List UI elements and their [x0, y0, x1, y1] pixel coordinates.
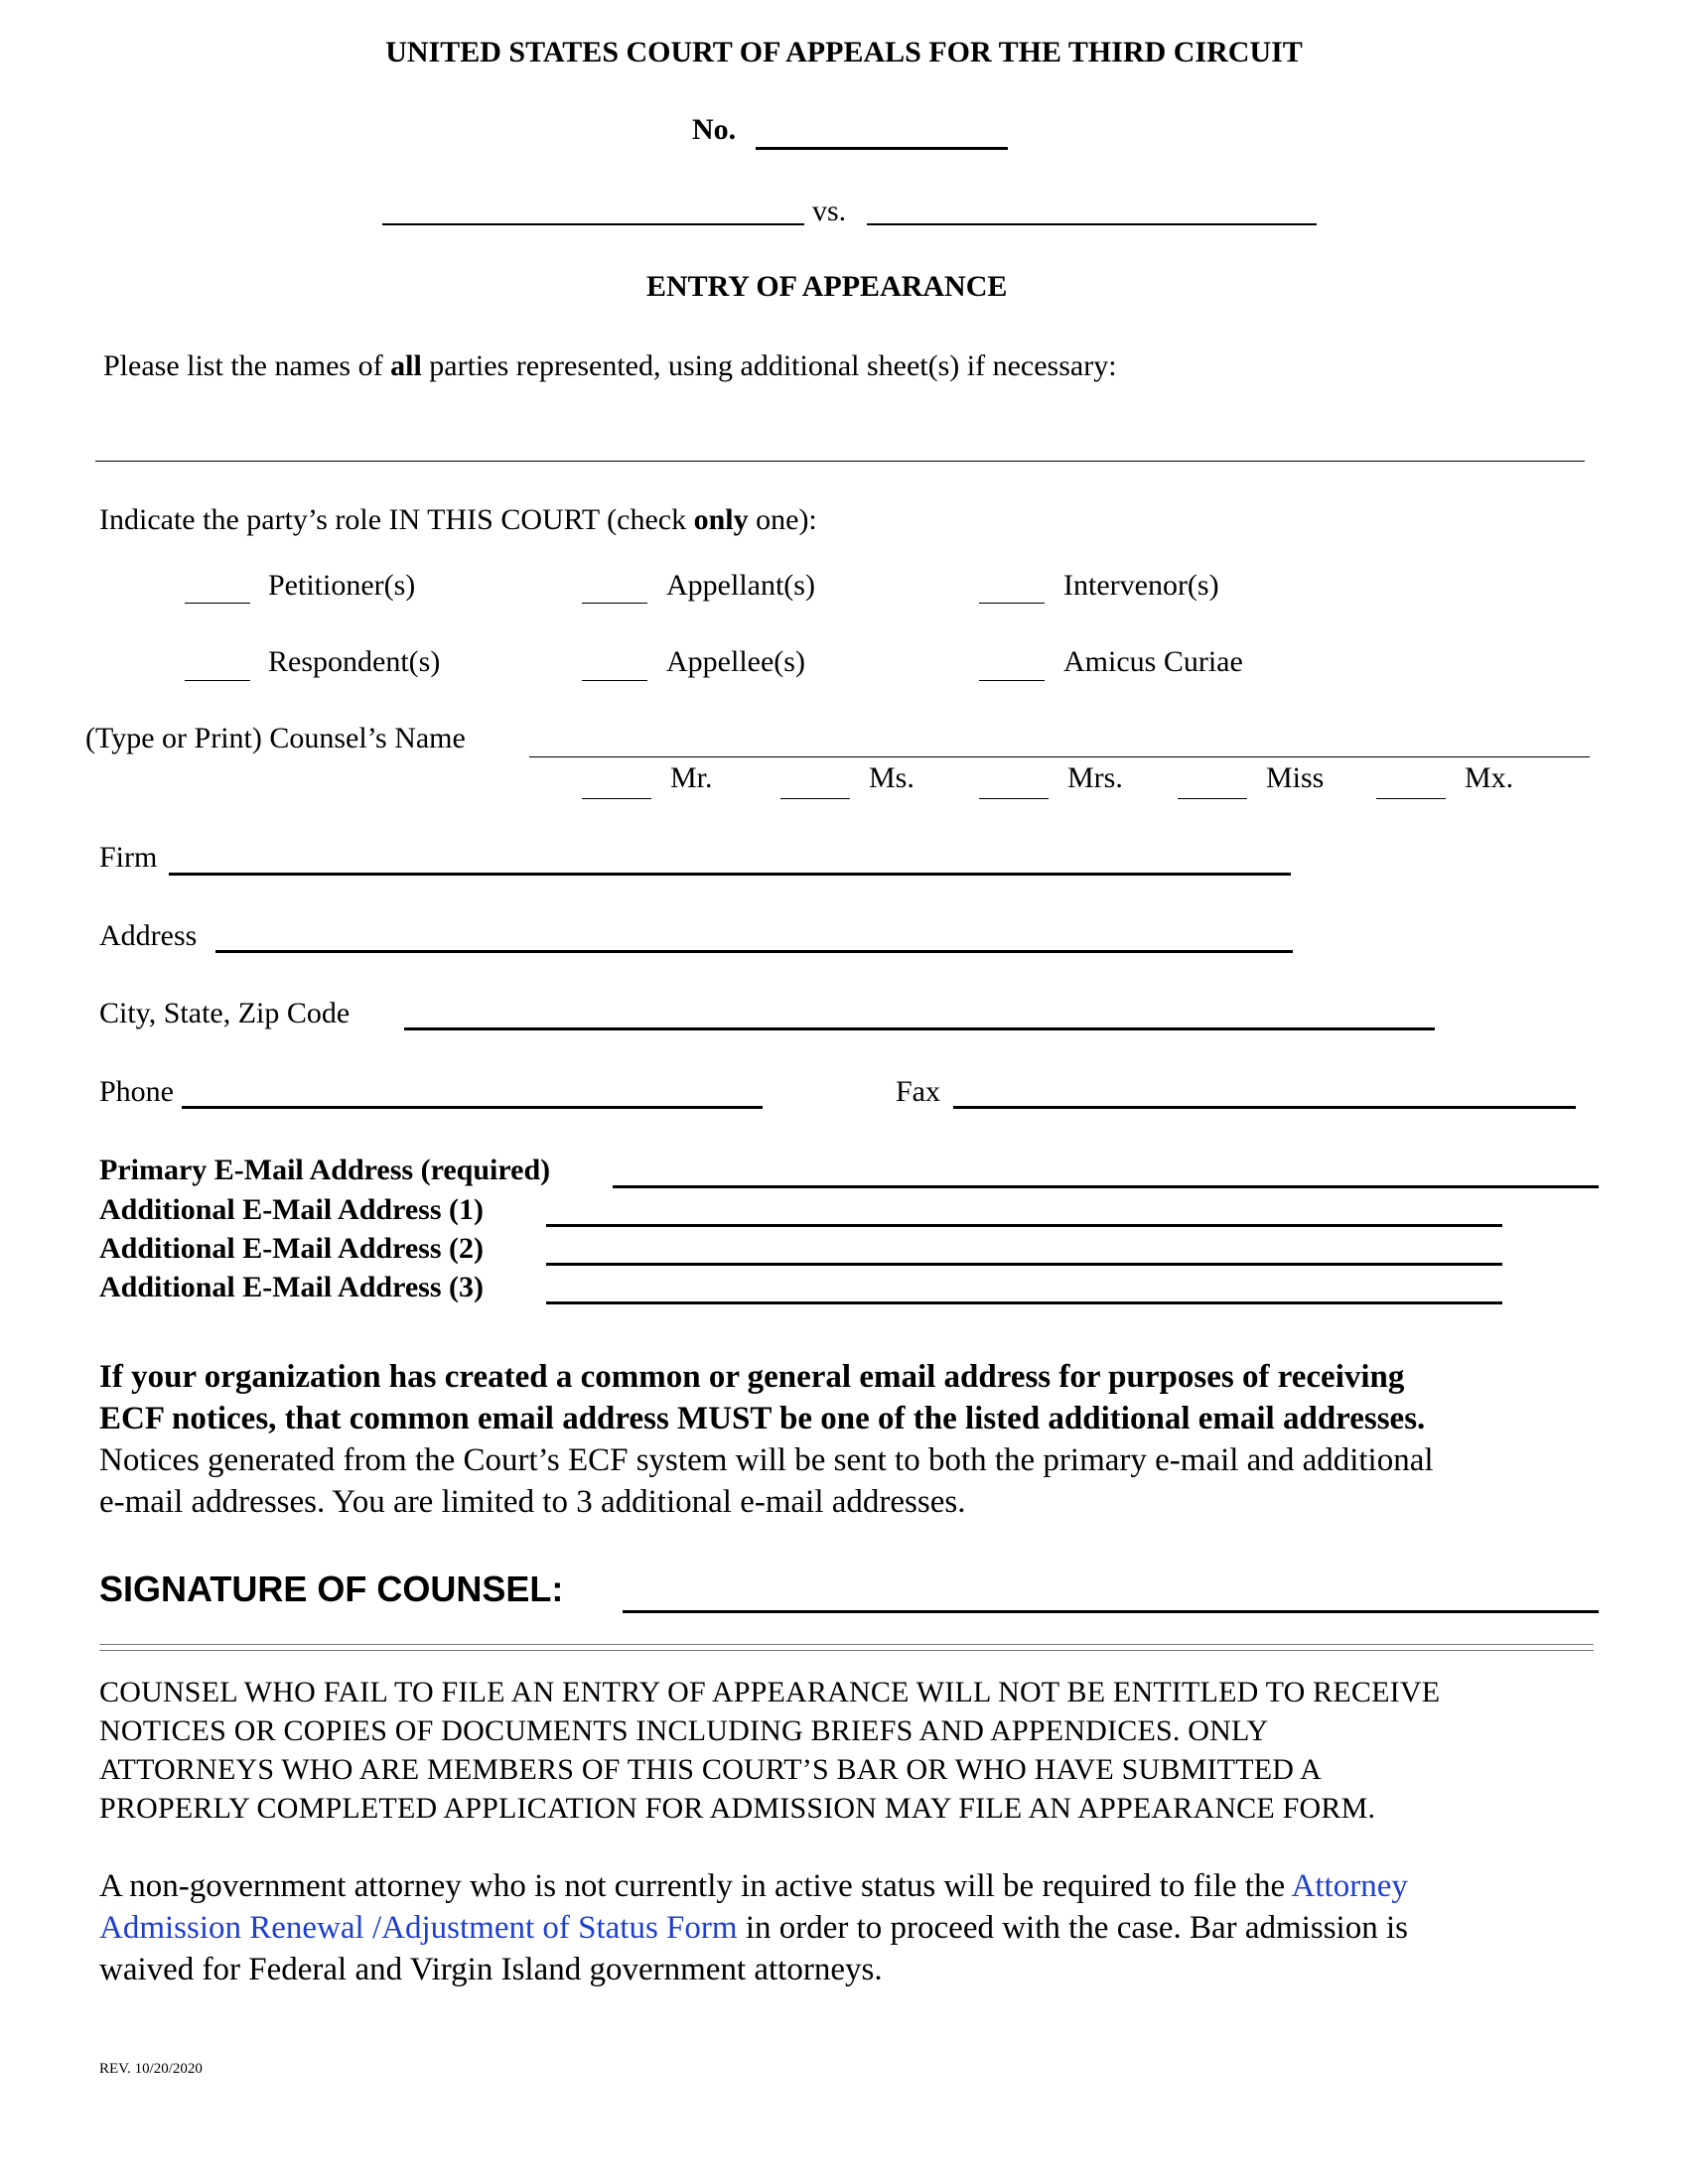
ecf-notice-paragraph: [99, 1356, 1589, 1523]
additional-email-2-field[interactable]: [546, 1263, 1502, 1266]
warning-line: ATTORNEYS WHO ARE MEMBERS OF THIS COURT’S BAR OR WHO HAVE SUBMITTED A: [99, 1753, 1323, 1786]
title-mrs-checkbox[interactable]: [979, 798, 1049, 799]
additional-email-1-field[interactable]: [546, 1224, 1502, 1227]
warning-line: PROPERLY COMPLETED APPLICATION FOR ADMISSION MAY FILE AN APPEARANCE FORM.: [99, 1792, 1376, 1825]
ecf-notice-line: If your organization has created a common or general email address for purposes of receiving: [99, 1359, 1405, 1395]
title-ms-checkbox[interactable]: [780, 798, 850, 799]
admission-line: Admission Renewal /Adjustment of Status Form in order to proceed with the case. Bar admission is: [99, 1910, 1408, 1946]
role-amicus-label: Amicus Curiae: [1063, 645, 1243, 678]
admission-line: A non-government attorney who is not currently in active status will be required to file the Attorney: [99, 1868, 1408, 1904]
firm-label: Firm: [99, 841, 158, 874]
role-petitioner-label: Petitioner(s): [268, 569, 416, 602]
role-petitioner-checkbox[interactable]: [185, 603, 250, 604]
role-intervenor-label: Intervenor(s): [1063, 569, 1219, 602]
title-miss-checkbox[interactable]: [1178, 798, 1247, 799]
additional-email-1-label: Additional E-Mail Address (1): [99, 1193, 484, 1226]
title-mr-checkbox[interactable]: [582, 798, 651, 799]
role-intervenor-checkbox[interactable]: [979, 603, 1045, 604]
ecf-notice-line: ECF notices, that common email address MUST be one of the listed additional email addresses.: [99, 1401, 1426, 1436]
warning-line: COUNSEL WHO FAIL TO FILE AN ENTRY OF APPEARANCE WILL NOT BE ENTITLED TO RECEIVE: [99, 1676, 1441, 1708]
title-mrs-label: Mrs.: [1067, 761, 1123, 794]
case-number-field[interactable]: [756, 147, 1008, 150]
signature-label: SIGNATURE OF COUNSEL:: [99, 1569, 564, 1609]
title-mr-label: Mr.: [670, 761, 713, 794]
vs-label: vs.: [812, 195, 847, 227]
additional-email-3-label: Additional E-Mail Address (3): [99, 1271, 484, 1303]
form-title: ENTRY OF APPEARANCE: [646, 270, 1008, 303]
case-number-label: No.: [692, 113, 737, 146]
role-appellant-label: Appellant(s): [666, 569, 815, 602]
address-field[interactable]: [215, 950, 1293, 953]
city-state-zip-field[interactable]: [404, 1027, 1435, 1030]
parties-represented-field[interactable]: [95, 461, 1585, 462]
admission-line: waived for Federal and Virgin Island government attorneys.: [99, 1952, 883, 1987]
role-amicus-checkbox[interactable]: [979, 680, 1045, 681]
role-respondent-label: Respondent(s): [268, 645, 441, 678]
attorney-admission-renewal-link[interactable]: Attorney: [1291, 1868, 1408, 1904]
ecf-notice-line: Notices generated from the Court’s ECF system will be sent to both the primary e-mail and additional: [99, 1442, 1434, 1478]
parties-instruction: Please list the names of all parties represented, using additional sheet(s) if necessary:: [103, 349, 1117, 382]
role-instruction: Indicate the party’s role IN THIS COURT (check only one):: [99, 503, 817, 536]
title-mx-checkbox[interactable]: [1376, 798, 1446, 799]
party-two-field[interactable]: [867, 223, 1317, 225]
divider-rule: [99, 1650, 1594, 1651]
party-one-field[interactable]: [382, 223, 804, 225]
primary-email-label: Primary E-Mail Address (required): [99, 1154, 551, 1186]
fax-field[interactable]: [953, 1106, 1576, 1109]
title-mx-label: Mx.: [1465, 761, 1514, 794]
additional-email-3-field[interactable]: [546, 1301, 1502, 1304]
address-label: Address: [99, 919, 198, 952]
phone-label: Phone: [99, 1075, 174, 1108]
divider-rule: [99, 1644, 1594, 1645]
role-appellee-label: Appellee(s): [666, 645, 805, 678]
warning-line: NOTICES OR COPIES OF DOCUMENTS INCLUDING BRIEFS AND APPENDICES. ONLY: [99, 1714, 1269, 1747]
signature-field[interactable]: [623, 1610, 1599, 1613]
attorney-admission-renewal-link[interactable]: Admission Renewal /Adjustment of Status Form: [99, 1910, 738, 1946]
role-appellee-checkbox[interactable]: [582, 680, 647, 681]
counsel-name-field[interactable]: [529, 756, 1590, 757]
title-miss-label: Miss: [1266, 761, 1325, 794]
role-respondent-checkbox[interactable]: [185, 680, 250, 681]
admission-paragraph: [99, 1865, 1589, 1990]
court-title: UNITED STATES COURT OF APPEALS FOR THE THIRD CIRCUIT: [385, 36, 1303, 68]
firm-field[interactable]: [169, 873, 1291, 876]
appearance-warning-paragraph: [99, 1673, 1589, 1828]
role-appellant-checkbox[interactable]: [582, 603, 647, 604]
city-state-zip-label: City, State, Zip Code: [99, 997, 351, 1029]
revision-date: REV. 10/20/2020: [99, 2061, 203, 2077]
phone-field[interactable]: [182, 1106, 763, 1109]
primary-email-field[interactable]: [613, 1185, 1599, 1188]
additional-email-2-label: Additional E-Mail Address (2): [99, 1232, 484, 1265]
ecf-notice-line: e-mail addresses. You are limited to 3 additional e-mail addresses.: [99, 1484, 966, 1520]
title-ms-label: Ms.: [869, 761, 914, 794]
counsel-name-label: (Type or Print) Counsel’s Name: [85, 722, 466, 754]
fax-label: Fax: [896, 1075, 940, 1108]
